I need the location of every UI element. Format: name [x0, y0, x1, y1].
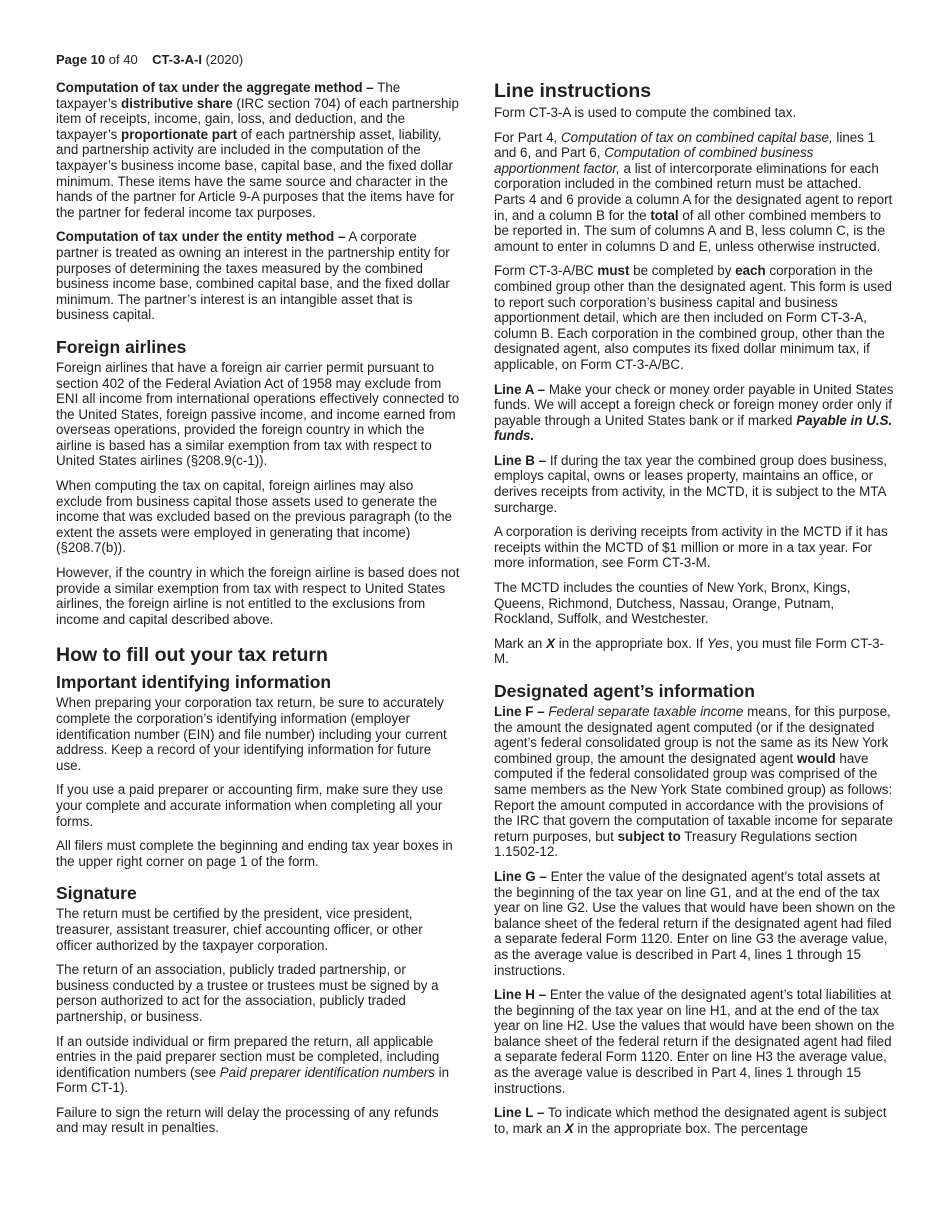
- li-p3-bold-2: each: [735, 263, 766, 279]
- line-g-paragraph: [494, 869, 896, 978]
- aggregate-method-paragraph: [56, 80, 460, 220]
- page-number: Page 10: [56, 52, 106, 67]
- identifying-p3: All filers must complete the beginning and ending tax year boxes in the upper right corner on page 1 of the form.: [56, 838, 453, 869]
- line-b-p4-text-a: Mark an: [494, 635, 547, 651]
- li-p2-text-b: lines 1 and 6, and Part 6,: [494, 129, 876, 161]
- line-b-text: If during the tax year the combined group does business, employs capital, owns or leases property, maintains an office, or derives receipts from activity, in the MCTD, it is subject to the MTA surcharge.: [494, 452, 888, 515]
- signature-p3: [56, 1034, 460, 1096]
- signature-p4: Failure to sign the return will delay the processing of any refunds and may result in penalties.: [56, 1104, 439, 1136]
- line-g-text: Enter the value of the designated agent’s total assets at the beginning of the tax year on line G1, and at the end of the tax year on line G2. Use the values that would have been shown on the balance sheet of the federal return if the designated agent had filed a separate federal Form 1120. Enter on line G3 the average value, as the average value is described in Part 4, lines 1 through 15 instructions.: [494, 868, 896, 978]
- aggregate-bold-2: proportionate part: [121, 126, 238, 142]
- line-l-text-2: in the appropriate box. The percentage: [573, 1120, 808, 1136]
- line-b-x-mark: X: [546, 635, 556, 651]
- signature-p3-text-a: If an outside individual or firm prepared the return, all applicable entries in the paid preparer section must be completed, including identification numbers (see: [56, 1033, 440, 1080]
- identifying-p1: When preparing your corporation tax return, be sure to accurately complete the corporation’s identifying information (employer identification number (EIN) and file number) including your current address. Keep a record of your identifying information for future use.: [56, 695, 447, 773]
- aggregate-text-3: of each partnership asset, liability, and partnership activity are included in the computation of the taxpayer’s business income base, capital base, and the fixed dollar minimum. These items have the same source and character in the hands of the partner for Article 9-A purposes that the items have for the partner for federal income tax purposes.: [56, 126, 455, 220]
- entity-method-lead: Computation of tax under the entity method –: [56, 229, 346, 245]
- signature-p1: The return must be certified by the president, vice president, treasurer, assistant treasurer, chief accounting officer, or other officer authorized by the taxpayer corporation.: [56, 906, 423, 953]
- line-f-text-1: means, for this purpose, the amount the designated agent computed (or if the designated agent’s federal consolidated group is not the same as its New York combined group, the amount the designated agent: [494, 704, 891, 766]
- signature-heading: Signature: [56, 883, 137, 904]
- form-id: CT-3-A-I: [152, 52, 202, 67]
- li-p2-bold: total: [650, 207, 679, 223]
- line-l-label: Line L –: [494, 1105, 545, 1121]
- li-p3-text-a: Form CT-3-A/BC: [494, 263, 598, 279]
- aggregate-text-1: The taxpayer’s: [56, 80, 401, 111]
- line-f-label: Line F –: [494, 704, 545, 719]
- signature-p3-italic: Paid preparer identification numbers: [219, 1064, 435, 1080]
- line-instructions-p1: Form CT-3-A is used to compute the combined tax.: [494, 105, 797, 120]
- li-p3-text-c: corporation in the combined group other than the designated agent. This form is used to report such corporation’s business capital and business apportionment detail, which are then included on Form CT-3-A, column B. Each corporation in the combined group, other than the designated agent, also computes its fixed dollar minimum tax, if applicable, on Form CT-3-A/BC.: [494, 263, 893, 372]
- page-total: of 40: [105, 52, 138, 67]
- designated-agent-heading: Designated agent’s information: [494, 681, 755, 701]
- line-f-paragraph: [494, 704, 896, 860]
- line-a-paragraph: [494, 382, 896, 444]
- line-b-p3: The MCTD includes the counties of New York, Bronx, Kings, Queens, Richmond, Dutchess, Nassau, Orange, Putnam, Rockland, Suffolk, and Westchester.: [494, 580, 851, 627]
- line-a-text: Make your check or money order payable in United States funds. We will accept a foreign check or foreign money order only if payable through a United States bank or if marked: [494, 381, 894, 428]
- aggregate-text-2: (IRC section 704) of each partnership item of receipts, income, gain, loss, and deduction, and the taxpayer’s: [56, 95, 459, 142]
- line-f-italic: Federal separate taxable income: [548, 704, 744, 719]
- left-column: [56, 80, 460, 1145]
- line-instructions-p3: [494, 263, 896, 372]
- line-b-paragraph: [494, 453, 896, 515]
- line-instructions-p2: [494, 130, 896, 255]
- line-b-p4-text-b: in the appropriate box. If: [555, 635, 707, 651]
- line-f-text-2: have computed if the federal consolidated group was comprised of the same members as the New York State combined group) as follows: Report the amount computed in accordance with the provisions of the IRC that govern the computation of taxable income for separate return purposes, but: [494, 750, 893, 844]
- line-a-label: Line A –: [494, 381, 546, 397]
- line-h-paragraph: [494, 987, 896, 1096]
- entity-method-text: A corporate partner is treated as owning an interest in the partnership entity for purposes of determining the taxes measured by the combined business income base, combined capital base, and the fixed dollar minimum. The partner’s interest is an intangible asset that is business capital.: [56, 229, 450, 323]
- signature-p3-text-b: in Form CT-1).: [56, 1064, 450, 1096]
- line-f-text-3: Treasury Regulations section 1.1502-12.: [494, 828, 858, 860]
- line-b-p2: A corporation is deriving receipts from activity in the MCTD if it has receipts within the MCTD of $1 million or more in a tax year. For more information, see Form CT-3-M.: [494, 524, 888, 571]
- aggregate-bold-1: distributive share: [121, 95, 233, 111]
- line-instructions-heading: Line instructions: [494, 80, 652, 102]
- line-g-label: Line G –: [494, 868, 547, 884]
- foreign-airlines-p1: Foreign airlines that have a foreign air carrier permit pursuant to section 402 of the Federal Aviation Act of 1958 may exclude from ENI all income from international operations effectively connected to the United States, foreign passive income, and income earned from overseas operations, provided the foreign country in which the airline is based has a similar exemption from tax with respect to United States airlines (§208.9(c-1)).: [56, 359, 460, 469]
- line-b-p4-text-c: , you must file Form CT-3-M.: [494, 635, 884, 667]
- page-header: [56, 52, 243, 68]
- li-p3-bold-1: must: [597, 263, 630, 279]
- form-year: (2020): [201, 52, 244, 67]
- right-column: [494, 80, 896, 1145]
- li-p2-text-a: For Part 4,: [494, 129, 561, 145]
- foreign-airlines-p3: However, if the country in which the foreign airline is based does not provide a similar exemption from tax with respect to United States airlines, the foreign airline is not entitled to the exclusions from income and capital described above.: [56, 565, 460, 627]
- how-to-heading: How to fill out your tax return: [56, 644, 328, 667]
- line-l-x-mark: X: [564, 1120, 574, 1136]
- line-b-p4: [494, 636, 896, 667]
- signature-p2: The return of an association, publicly traded partnership, or business conducted by a trustee or trustees must be signed by a person authorized to act for the association, publicly traded partnership, or business.: [56, 962, 439, 1024]
- identifying-p2: If you use a paid preparer or accounting firm, make sure they use your complete and accurate information when completing all your forms.: [56, 782, 444, 829]
- entity-method-paragraph: [56, 229, 460, 323]
- line-b-label: Line B –: [494, 452, 547, 468]
- line-a-emphasis: Payable in U.S. funds.: [494, 412, 893, 444]
- li-p2-text-c: a list of intercorporate eliminations for each corporation included in the combined return must be attached. Parts 4 and 6 provide a column A for the designated agent to report in, and a column B for the: [494, 160, 893, 223]
- line-f-bold-2: subject to: [617, 828, 681, 844]
- li-p3-text-b: be completed by: [629, 263, 736, 279]
- identifying-heading: Important identifying information: [56, 672, 332, 693]
- li-p2-italic-1: Computation of tax on combined capital base,: [560, 129, 833, 145]
- line-h-text: Enter the value of the designated agent’s total liabilities at the beginning of the tax year on line H1, and at the end of the tax year on line H2. Use the values that would have been shown on the balance sheet of the federal return if the designated agent had filed a separate federal Form 1120. Enter on line H3 the average value, as the average value is described in Part 4, lines 1 through 15 instructions.: [494, 987, 895, 1096]
- li-p2-text-d: of all other combined members to be reported in. The sum of columns A and B, less column C, is the amount to enter in columns D and E, unless otherwise instructed.: [494, 207, 886, 254]
- foreign-airlines-heading: Foreign airlines: [56, 336, 187, 357]
- line-b-yes: Yes: [706, 635, 730, 651]
- line-h-label: Line H –: [494, 987, 547, 1003]
- aggregate-method-lead: Computation of tax under the aggregate method –: [56, 80, 374, 95]
- li-p2-italic-2: Computation of combined business apportionment factor,: [494, 145, 814, 176]
- line-f-bold-1: would: [797, 750, 836, 766]
- foreign-airlines-p2: When computing the tax on capital, foreign airlines may also exclude from business capital those assets used to generate the income that was excluded based on the previous paragraph (to the extent the assets were employed in generating that income) (§208.7(b)).: [56, 478, 453, 556]
- line-l-paragraph: [494, 1105, 896, 1136]
- line-l-text-1: To indicate which method the designated agent is subject to, mark an: [494, 1105, 887, 1136]
